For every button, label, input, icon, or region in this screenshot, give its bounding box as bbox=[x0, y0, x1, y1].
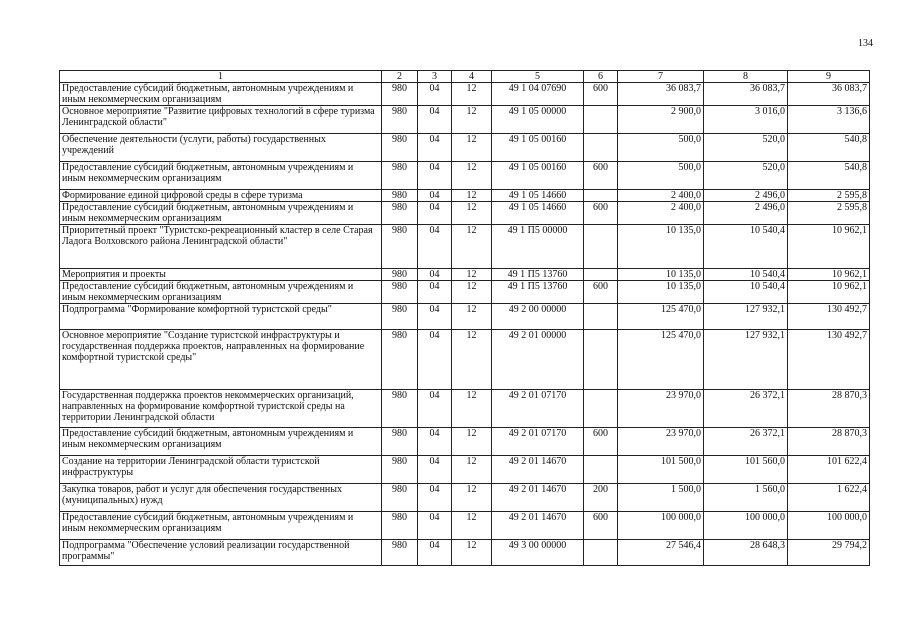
row-code-cell bbox=[584, 390, 618, 428]
row-name-cell: Подпрограмма "Формирование комфортной туристской среды" bbox=[60, 304, 382, 330]
row-amount-cell: 125 470,0 bbox=[618, 304, 704, 330]
row-name-cell: Предоставление субсидий бюджетным, автономным учреждениям и иным некоммерческим организациям bbox=[60, 428, 382, 456]
row-code-cell: 980 bbox=[382, 190, 418, 202]
header-cell: 8 bbox=[704, 71, 788, 83]
row-code-cell: 04 bbox=[418, 225, 452, 269]
row-code-cell: 04 bbox=[418, 540, 452, 566]
row-code-cell: 49 2 01 07170 bbox=[492, 428, 584, 456]
row-code-cell: 600 bbox=[584, 512, 618, 540]
row-amount-cell: 1 500,0 bbox=[618, 484, 704, 512]
row-name-cell: Мероприятия и проекты bbox=[60, 269, 382, 281]
row-code-cell: 49 2 01 07170 bbox=[492, 390, 584, 428]
row-code-cell: 04 bbox=[418, 512, 452, 540]
row-amount-cell: 125 470,0 bbox=[618, 330, 704, 390]
row-code-cell bbox=[584, 106, 618, 134]
row-amount-cell: 100 000,0 bbox=[704, 512, 788, 540]
table-row bbox=[60, 512, 870, 540]
row-code-cell: 49 1 П5 13760 bbox=[492, 281, 584, 304]
row-amount-cell: 520,0 bbox=[704, 134, 788, 162]
row-amount-cell: 23 970,0 bbox=[618, 428, 704, 456]
row-code-cell: 980 bbox=[382, 330, 418, 390]
row-amount-cell: 23 970,0 bbox=[618, 390, 704, 428]
row-code-cell: 49 2 01 14670 bbox=[492, 512, 584, 540]
row-code-cell: 12 bbox=[452, 390, 492, 428]
row-amount-cell: 10 540,4 bbox=[704, 281, 788, 304]
header-row bbox=[60, 71, 870, 83]
header-cell: 9 bbox=[788, 71, 870, 83]
row-amount-cell: 28 648,3 bbox=[704, 540, 788, 566]
row-amount-cell: 500,0 bbox=[618, 162, 704, 190]
row-code-cell: 12 bbox=[452, 202, 492, 225]
row-code-cell: 04 bbox=[418, 390, 452, 428]
row-name-cell: Основное мероприятие "Развитие цифровых технологий в сфере туризма Ленинградской области" bbox=[60, 106, 382, 134]
row-code-cell: 980 bbox=[382, 428, 418, 456]
row-amount-cell: 10 135,0 bbox=[618, 225, 704, 269]
table-row bbox=[60, 390, 870, 428]
row-amount-cell: 3 136,6 bbox=[788, 106, 870, 134]
row-code-cell: 980 bbox=[382, 540, 418, 566]
header-cell: 4 bbox=[452, 71, 492, 83]
table-row bbox=[60, 162, 870, 190]
row-name-cell: Создание на территории Ленинградской области туристской инфраструктуры bbox=[60, 456, 382, 484]
page-number: 134 bbox=[858, 38, 873, 49]
row-code-cell: 04 bbox=[418, 202, 452, 225]
row-code-cell bbox=[584, 456, 618, 484]
row-amount-cell: 2 400,0 bbox=[618, 190, 704, 202]
row-code-cell: 980 bbox=[382, 225, 418, 269]
row-code-cell: 600 bbox=[584, 83, 618, 106]
row-amount-cell: 540,8 bbox=[788, 134, 870, 162]
table-row bbox=[60, 134, 870, 162]
table-row bbox=[60, 83, 870, 106]
row-code-cell: 12 bbox=[452, 304, 492, 330]
row-code-cell: 49 1 05 14660 bbox=[492, 190, 584, 202]
table-row bbox=[60, 281, 870, 304]
row-amount-cell: 36 083,7 bbox=[788, 83, 870, 106]
row-code-cell bbox=[584, 134, 618, 162]
row-code-cell: 49 1 П5 13760 bbox=[492, 269, 584, 281]
row-amount-cell: 100 000,0 bbox=[618, 512, 704, 540]
row-code-cell: 49 3 00 00000 bbox=[492, 540, 584, 566]
header-cell: 2 bbox=[382, 71, 418, 83]
header-cell: 7 bbox=[618, 71, 704, 83]
row-amount-cell: 28 870,3 bbox=[788, 390, 870, 428]
row-code-cell: 04 bbox=[418, 269, 452, 281]
row-code-cell: 49 1 05 00160 bbox=[492, 134, 584, 162]
row-amount-cell: 540,8 bbox=[788, 162, 870, 190]
row-amount-cell: 1 622,4 bbox=[788, 484, 870, 512]
row-amount-cell: 10 962,1 bbox=[788, 269, 870, 281]
row-code-cell bbox=[584, 269, 618, 281]
table-row bbox=[60, 190, 870, 202]
table-row bbox=[60, 225, 870, 269]
row-amount-cell: 29 794,2 bbox=[788, 540, 870, 566]
row-amount-cell: 127 932,1 bbox=[704, 304, 788, 330]
header-cell: 6 bbox=[584, 71, 618, 83]
row-code-cell: 04 bbox=[418, 134, 452, 162]
row-code-cell: 04 bbox=[418, 83, 452, 106]
row-amount-cell: 101 560,0 bbox=[704, 456, 788, 484]
row-code-cell: 04 bbox=[418, 190, 452, 202]
row-code-cell: 12 bbox=[452, 456, 492, 484]
row-amount-cell: 3 016,0 bbox=[704, 106, 788, 134]
row-amount-cell: 130 492,7 bbox=[788, 330, 870, 390]
row-name-cell: Предоставление субсидий бюджетным, автономным учреждениям и иным некоммерческим организациям bbox=[60, 281, 382, 304]
row-code-cell: 980 bbox=[382, 162, 418, 190]
row-code-cell: 04 bbox=[418, 330, 452, 390]
row-code-cell: 04 bbox=[418, 281, 452, 304]
row-amount-cell: 500,0 bbox=[618, 134, 704, 162]
row-code-cell: 49 2 01 14670 bbox=[492, 456, 584, 484]
row-code-cell: 12 bbox=[452, 106, 492, 134]
row-code-cell bbox=[584, 540, 618, 566]
row-code-cell: 12 bbox=[452, 269, 492, 281]
row-amount-cell: 127 932,1 bbox=[704, 330, 788, 390]
row-code-cell: 49 1 04 07690 bbox=[492, 83, 584, 106]
row-code-cell: 980 bbox=[382, 269, 418, 281]
row-amount-cell: 101 622,4 bbox=[788, 456, 870, 484]
table-row bbox=[60, 330, 870, 390]
header-cell: 3 bbox=[418, 71, 452, 83]
row-code-cell: 12 bbox=[452, 484, 492, 512]
row-amount-cell: 2 595,8 bbox=[788, 190, 870, 202]
row-code-cell bbox=[584, 225, 618, 269]
row-code-cell bbox=[584, 304, 618, 330]
row-amount-cell: 101 500,0 bbox=[618, 456, 704, 484]
table-row bbox=[60, 540, 870, 566]
row-amount-cell: 2 496,0 bbox=[704, 190, 788, 202]
row-code-cell bbox=[584, 190, 618, 202]
table-row bbox=[60, 428, 870, 456]
row-name-cell: Подпрограмма "Обеспечение условий реализации государственной программы" bbox=[60, 540, 382, 566]
row-code-cell: 980 bbox=[382, 484, 418, 512]
row-code-cell: 980 bbox=[382, 512, 418, 540]
row-code-cell bbox=[584, 330, 618, 390]
row-code-cell: 600 bbox=[584, 428, 618, 456]
header-cell: 1 bbox=[60, 71, 382, 83]
row-amount-cell: 10 135,0 bbox=[618, 281, 704, 304]
row-code-cell: 600 bbox=[584, 162, 618, 190]
row-code-cell: 980 bbox=[382, 390, 418, 428]
budget-table bbox=[59, 70, 870, 566]
row-code-cell: 12 bbox=[452, 281, 492, 304]
row-code-cell: 200 bbox=[584, 484, 618, 512]
row-name-cell: Предоставление субсидий бюджетным, автономным учреждениям и иным некоммерческим организациям bbox=[60, 202, 382, 225]
row-code-cell: 12 bbox=[452, 540, 492, 566]
row-amount-cell: 100 000,0 bbox=[788, 512, 870, 540]
row-amount-cell: 1 560,0 bbox=[704, 484, 788, 512]
row-code-cell: 49 1 П5 00000 bbox=[492, 225, 584, 269]
row-code-cell: 49 1 05 14660 bbox=[492, 202, 584, 225]
row-amount-cell: 36 083,7 bbox=[618, 83, 704, 106]
row-amount-cell: 27 546,4 bbox=[618, 540, 704, 566]
row-code-cell: 980 bbox=[382, 106, 418, 134]
table-row bbox=[60, 484, 870, 512]
table-body bbox=[60, 83, 870, 566]
row-amount-cell: 10 962,1 bbox=[788, 225, 870, 269]
row-code-cell: 12 bbox=[452, 134, 492, 162]
row-code-cell: 980 bbox=[382, 456, 418, 484]
row-code-cell: 12 bbox=[452, 330, 492, 390]
row-code-cell: 980 bbox=[382, 304, 418, 330]
header-cell: 5 bbox=[492, 71, 584, 83]
row-amount-cell: 26 372,1 bbox=[704, 390, 788, 428]
row-code-cell: 600 bbox=[584, 281, 618, 304]
row-code-cell: 04 bbox=[418, 456, 452, 484]
row-code-cell: 04 bbox=[418, 484, 452, 512]
row-name-cell: Основное мероприятие "Создание туристской инфраструктуры и государственная поддержка проектов, направленных на формирование комфортной туристской среды" bbox=[60, 330, 382, 390]
row-amount-cell: 10 540,4 bbox=[704, 269, 788, 281]
row-code-cell: 04 bbox=[418, 428, 452, 456]
row-amount-cell: 26 372,1 bbox=[704, 428, 788, 456]
row-code-cell: 12 bbox=[452, 512, 492, 540]
table-row bbox=[60, 456, 870, 484]
row-amount-cell: 2 400,0 bbox=[618, 202, 704, 225]
row-amount-cell: 10 962,1 bbox=[788, 281, 870, 304]
row-code-cell: 49 2 01 00000 bbox=[492, 330, 584, 390]
row-code-cell: 12 bbox=[452, 428, 492, 456]
row-code-cell: 49 1 05 00000 bbox=[492, 106, 584, 134]
row-code-cell: 12 bbox=[452, 83, 492, 106]
row-amount-cell: 2 900,0 bbox=[618, 106, 704, 134]
table-row bbox=[60, 106, 870, 134]
row-name-cell: Формирование единой цифровой среды в сфере туризма bbox=[60, 190, 382, 202]
row-code-cell: 49 2 01 14670 bbox=[492, 484, 584, 512]
table-row bbox=[60, 304, 870, 330]
row-amount-cell: 28 870,3 bbox=[788, 428, 870, 456]
row-code-cell: 980 bbox=[382, 281, 418, 304]
row-code-cell: 980 bbox=[382, 134, 418, 162]
table-row bbox=[60, 269, 870, 281]
row-code-cell: 12 bbox=[452, 225, 492, 269]
row-name-cell: Государственная поддержка проектов некоммерческих организаций, направленных на формирование комфортной туристской среды на территории Ленинградской области bbox=[60, 390, 382, 428]
row-name-cell: Закупка товаров, работ и услуг для обеспечения государственных (муниципальных) нужд bbox=[60, 484, 382, 512]
row-code-cell: 980 bbox=[382, 202, 418, 225]
row-amount-cell: 130 492,7 bbox=[788, 304, 870, 330]
row-code-cell: 49 1 05 00160 bbox=[492, 162, 584, 190]
row-code-cell: 04 bbox=[418, 106, 452, 134]
row-code-cell: 980 bbox=[382, 83, 418, 106]
row-code-cell: 04 bbox=[418, 304, 452, 330]
row-code-cell: 600 bbox=[584, 202, 618, 225]
row-name-cell: Предоставление субсидий бюджетным, автономным учреждениям и иным некоммерческим организациям bbox=[60, 512, 382, 540]
row-code-cell: 12 bbox=[452, 162, 492, 190]
row-name-cell: Предоставление субсидий бюджетным, автономным учреждениям и иным некоммерческим организациям bbox=[60, 162, 382, 190]
row-code-cell: 12 bbox=[452, 190, 492, 202]
table-row bbox=[60, 202, 870, 225]
row-amount-cell: 520,0 bbox=[704, 162, 788, 190]
row-amount-cell: 2 595,8 bbox=[788, 202, 870, 225]
row-name-cell: Предоставление субсидий бюджетным, автономным учреждениям и иным некоммерческим организациям bbox=[60, 83, 382, 106]
row-amount-cell: 2 496,0 bbox=[704, 202, 788, 225]
row-code-cell: 49 2 00 00000 bbox=[492, 304, 584, 330]
row-name-cell: Обеспечение деятельности (услуги, работы) государственных учреждений bbox=[60, 134, 382, 162]
row-amount-cell: 10 540,4 bbox=[704, 225, 788, 269]
row-amount-cell: 36 083,7 bbox=[704, 83, 788, 106]
row-name-cell: Приоритетный проект "Туристско-рекреационный кластер в селе Старая Ладога Волховского района Ленинградской области" bbox=[60, 225, 382, 269]
row-code-cell: 04 bbox=[418, 162, 452, 190]
row-amount-cell: 10 135,0 bbox=[618, 269, 704, 281]
